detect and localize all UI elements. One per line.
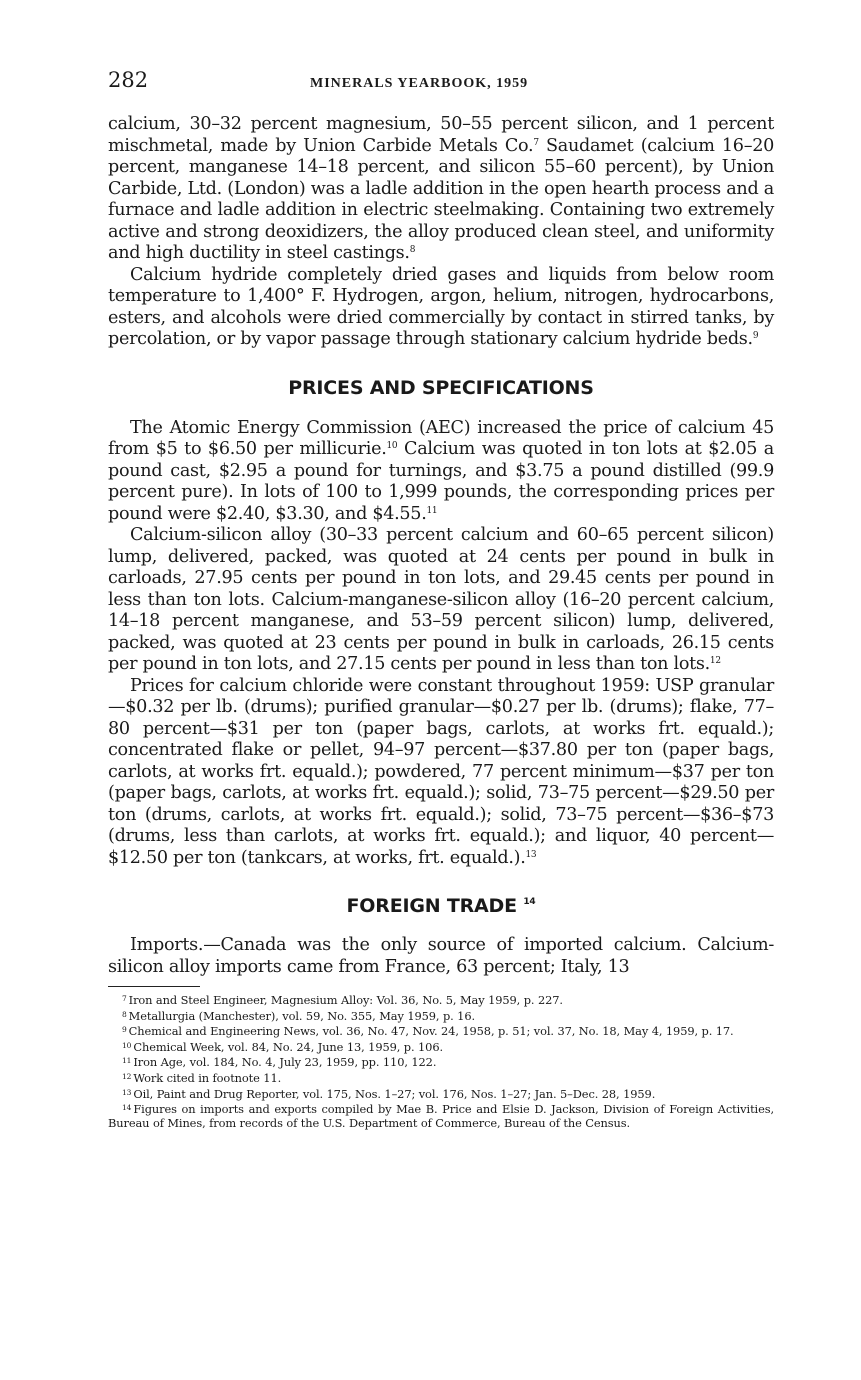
footnote-11 xyxy=(108,1054,774,1070)
running-title: MINERALS YEARBOOK, 1959 xyxy=(310,76,529,91)
paragraph-imports xyxy=(108,935,774,978)
paragraph-text: Calcium was quoted in ton lots at $2.05 a pound cast, $2.95 a pound for turnings, and $3.75 a pound distilled (99.9 percent pure). In lots of 100 to 1,999 pounds, the corresponding prices per pound were $2.40, $3.30, and $4.55. xyxy=(108,439,774,524)
paragraph-text: Prices for calcium chloride were constant throughout 1959: USP granular—$0.32 per lb. (drums); purified granular—$0.27 per lb. (drums); flake, 77–80 percent—$31 per ton (paper bags, carlots, at works frt. equald.); concentrated flake or pellet, 94–97 percent—$37.80 per ton (paper bags, carlots, at works frt. equald.); powdered, 77 percent minimum—$37 per ton (paper bags, carlots, at works frt. equald.); solid, 73–75 percent—$29.50 per ton (drums, carlots, at works frt. equald.); solid, 73–75 percent—$36–$73 (drums, less than carlots, at works frt. equald.); and liquor, 40 percent—$12.50 per ton (tankcars, at works, frt. equald.). xyxy=(108,675,774,868)
footnote-number: 10 xyxy=(122,1040,132,1050)
footnote-text: Work cited in footnote 11. xyxy=(133,1070,282,1085)
runin-heading: Imports. xyxy=(130,935,204,955)
footnote-text: Metallurgia (Manchester), vol. 59, No. 355, May 1959, p. 16. xyxy=(128,1008,475,1023)
footnote-number: 7 xyxy=(122,994,127,1003)
footnote-ref: 13 xyxy=(525,849,537,860)
footnote-10 xyxy=(108,1039,774,1055)
footnote-ref: 12 xyxy=(709,656,721,666)
footnote-ref: 8 xyxy=(409,245,416,255)
paragraph-intro-1 xyxy=(108,114,774,265)
footnote-number: 11 xyxy=(122,1056,132,1066)
footnote-text: Figures on imports and exports compiled by Mae B. Price and Elsie D. Jackson, Division of Foreign Activities, Bureau of Mines, from records of the U.S. Department of Commerce, Bureau of the Census. xyxy=(108,1102,774,1130)
page xyxy=(108,68,774,1130)
paragraph-text: Calcium-silicon alloy (30–33 percent calcium and 60–65 percent silicon) lump, delivered, packed, was quoted at 24 cents per pound in bulk in carloads, 27.95 cents per pound in ton lots, and 29.45 cents per pound in less than ton lots. Calcium-manganese-silicon alloy (16–20 percent calcium, 14–18 percent manganese, and 53–59 percent silicon) lump, delivered, packed, was quoted at 23 cents per pound in bulk in carloads, 26.15 cents per pound in ton lots, and 27.15 cents per pound in less than ton lots. xyxy=(108,525,774,674)
footnote-number: 12 xyxy=(122,1071,132,1081)
footnote-ref: 7 xyxy=(533,137,539,148)
footnote-ref: 11 xyxy=(426,505,438,516)
footnote-14 xyxy=(108,1101,774,1130)
footnote-7 xyxy=(108,992,774,1008)
paragraph-intro-2 xyxy=(108,265,774,351)
paragraph-prices-3 xyxy=(108,676,774,870)
footnote-number: 14 xyxy=(122,1103,132,1113)
footnote-text: Oil, Paint and Drug Reporter, vol. 175, Nos. 1–27; vol. 176, Nos. 1–27; Jan. 5–Dec. 28, 1959. xyxy=(133,1086,656,1101)
footnote-number: 9 xyxy=(122,1025,127,1035)
footnote-text: Iron and Steel Engineer, Magnesium Alloy: Vol. 36, No. 5, May 1959, p. 227. xyxy=(128,993,563,1007)
paragraph-prices-1 xyxy=(108,418,774,526)
paragraph-text: Saudamet (calcium 16–20 percent, manganese 14–18 percent, and silicon 55–60 percent), by Union Carbide, Ltd. (London) was a ladle addition in the open hearth process and a furnace and ladle addition in electric steelmaking. Containing two extremely active and strong deoxidizers, the alloy produced clean steel, and uniformity and high ductility in steel castings. xyxy=(108,135,774,263)
footnote-text: Chemical Week, vol. 84, No. 24, June 13, 1959, p. 106. xyxy=(133,1039,443,1054)
heading-text: FOREIGN TRADE xyxy=(346,895,517,917)
running-head xyxy=(108,68,774,104)
paragraph-text: Calcium hydride completely dried gases and liquids from below room temperature to 1,400° F. Hydrogen, argon, helium, nitrogen, hydrocarbons, esters, and alcohols were dried commercially by contact in stirred tanks, by percolation, or by vapor passage through stationary calcium hydride beds. xyxy=(108,264,774,349)
section-heading-foreign-trade xyxy=(108,895,774,917)
paragraph-text: —Canada was the only source of imported calcium. Calcium-silicon alloy imports came from France, 63 percent; Italy, 13 xyxy=(108,935,774,977)
footnote-ref: 14 xyxy=(523,897,536,907)
footnote-12 xyxy=(108,1070,774,1086)
page-number: 282 xyxy=(108,68,149,92)
paragraph-prices-2 xyxy=(108,525,774,676)
paragraph-text: calcium, 30–32 percent magnesium, 50–55 percent silicon, and 1 percent mischmetal, made by Union Carbide Metals Co. xyxy=(108,114,774,156)
footnotes xyxy=(108,992,774,1130)
footnote-divider xyxy=(108,986,200,987)
footnote-number: 8 xyxy=(122,1009,127,1019)
footnote-ref: 9 xyxy=(752,331,759,341)
footnote-number: 13 xyxy=(122,1087,132,1097)
section-heading-prices: PRICES AND SPECIFICATIONS xyxy=(288,376,594,399)
footnote-13 xyxy=(108,1086,774,1102)
paragraph-text: The Atomic Energy Commission (AEC) increased the price of calcium 45 from $5 to $6.50 per millicurie. xyxy=(108,417,774,459)
footnote-8 xyxy=(108,1008,774,1024)
footnote-ref: 10 xyxy=(386,441,398,451)
footnote-9 xyxy=(108,1023,774,1039)
footnote-text: Chemical and Engineering News, vol. 36, No. 47, Nov. 24, 1958, p. 51; vol. 37, No. 18, May 4, 1959, p. 17. xyxy=(128,1024,734,1039)
footnote-text: Iron Age, vol. 184, No. 4, July 23, 1959, pp. 110, 122. xyxy=(133,1055,437,1070)
